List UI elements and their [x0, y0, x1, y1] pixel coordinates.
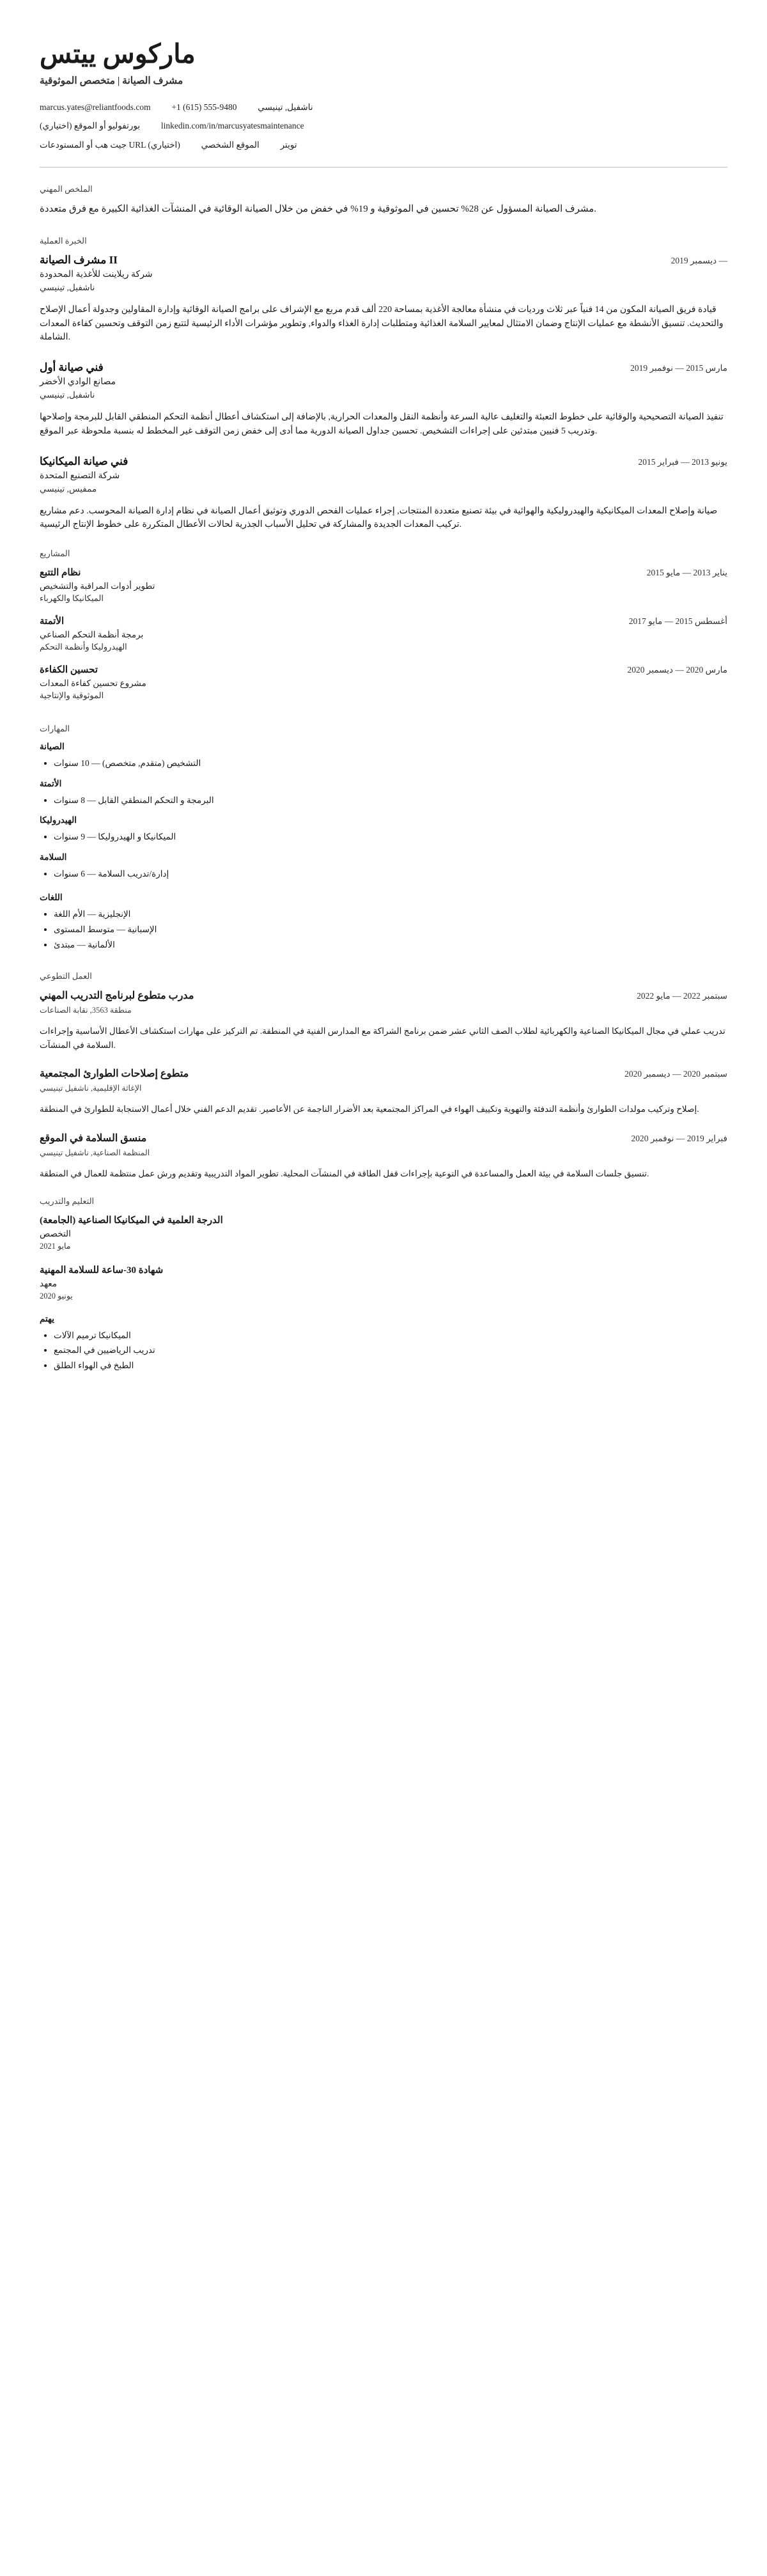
- experience-location: ممفيس, تينيسي: [40, 483, 97, 494]
- skill-group: [40, 779, 727, 808]
- volunteering-entry: [40, 989, 727, 1015]
- website-link[interactable]: الموقع الشخصي: [201, 139, 260, 150]
- interest-item: • الميكانيكا ترميم الآلات: [54, 1328, 727, 1343]
- skill-group-title: السلامة: [40, 852, 67, 862]
- experience-entry: [40, 254, 727, 293]
- skill-group-title: الأتمتة: [40, 778, 62, 788]
- project-line-2: الميكانيكا والكهرباء: [40, 593, 104, 603]
- skill-group-title: الصيانة: [40, 741, 65, 751]
- experience-description: قيادة فريق الصيانة المكون من 14 فنياً عبر ثلاث ورديات في منشأة معالجة الأغذية بمساحة 220 ألف قدم مربع مع الإشراف على برامج الصيانة الوقائية وإدارة المقاولين وجدولة أعمال الإصلاح والتحديث. تنسيق الأنشطة مع عمليات الإنتاج وضمان الامتثال لمعايير السلامة الغذائية ومتطلبات إدارة الغذاء والدواء, وتطوير مؤشرات الأداء الرئيسية لتتبع زمن التوقف وتحسين كفاءة المعدات الشاملة.: [40, 305, 724, 343]
- experience-title: مشرف الصيانة II: [40, 254, 118, 267]
- experience-entry: [40, 455, 727, 494]
- volunteering-meta: المنظمة الصناعية, ناشفيل تينيسي: [40, 1148, 150, 1158]
- experience-section: [40, 236, 727, 532]
- twitter-link[interactable]: تويتر: [280, 139, 297, 150]
- volunteering-section: [40, 971, 727, 1180]
- summary-text: مشرف الصيانة المسؤول عن 28% تحسين في الموثوقية و 19% في خفض من خلال الصيانة الوقائية في المنشآت الغذائية الكبيرة مع فرق متعددة.: [40, 203, 597, 214]
- education-section: [40, 1196, 727, 1373]
- volunteering-description: تنسيق جلسات السلامة في بيئة العمل والمساعدة في التوعية بإجراءات قفل الطاقة في المنشآت المحلية. تطوير المواد التدريبية وتقديم ورش عمل منتظمة للعمال في المنطقة.: [40, 1169, 649, 1179]
- project-title: نظام التتبع: [40, 567, 81, 578]
- language-item: • الإسبانية — متوسط المستوى: [54, 922, 727, 937]
- skills-section: [40, 724, 727, 952]
- project-title: تحسين الكفاءة: [40, 664, 98, 675]
- language-item: • الإنجليزية — الأم اللغة: [54, 907, 727, 922]
- volunteering-description: إصلاح وتركيب مولدات الطوارئ وأنظمة التدفئة والتهوية وتكييف الهواء في المراكز المجتمعية بعد الأضرار الناجمة عن الأعاصير. تقديم الدعم الفني خلال أعمال الاستجابة للطوارئ في المنطقة.: [40, 1104, 699, 1114]
- volunteering-dates: فبراير 2019 — نوفمبر 2020: [631, 1134, 727, 1144]
- candidate-name: ماركوس ييتس: [40, 39, 196, 68]
- linkedin-link[interactable]: linkedin.com/in/marcusyatesmaintenance: [160, 121, 304, 131]
- experience-description: تنفيذ الصيانة التصحيحية والوقائية على خطوط التعبئة والتغليف عالية السرعة وأنظمة النقل والمعدات الحرارية, بالإضافة إلى استكشاف أعطال أنظمة التحكم المنطقي القابل للبرمجة وإصلاحها وتدريب 5 فنيين مبتدئين على إجراءات التشخيص. تحسين جداول الصيانة الدورية مما أدى إلى خفض زمن التوقف غير المخطط له بنسبة ملحوظة عبر الموقع.: [40, 412, 724, 436]
- project-dates: يناير 2013 — مايو 2015: [646, 567, 727, 577]
- education-date: مايو 2021: [40, 1241, 71, 1251]
- volunteering-dates: سبتمبر 2022 — مايو 2022: [637, 991, 727, 1001]
- location-text: ناشفيل, تينيسي: [258, 102, 313, 113]
- skill-list: [40, 866, 727, 882]
- skill-group: [40, 815, 727, 845]
- volunteering-title: متطوع إصلاحات الطوارئ المجتمعية: [40, 1068, 189, 1080]
- summary-section: [40, 184, 727, 217]
- skill-list: [40, 829, 727, 845]
- skill-item: • التشخيص (متقدم, متخصص) — 10 سنوات: [54, 756, 727, 771]
- education-entry: [40, 1264, 727, 1301]
- project-line-2: الهيدروليكا وأنظمة التحكم: [40, 641, 127, 652]
- portfolio-link[interactable]: بورتفوليو أو الموقع (اختياري): [40, 121, 141, 131]
- resume-header: [40, 40, 727, 152]
- header-divider: [40, 167, 727, 168]
- education-degree: شهادة 30-ساعة للسلامة المهنية: [40, 1265, 164, 1276]
- interest-item: • الطبخ في الهواء الطلق: [54, 1358, 727, 1373]
- volunteering-meta: منطقة 3563, نقابة الصناعات: [40, 1006, 132, 1015]
- experience-entry: [40, 361, 727, 400]
- skill-list: [40, 793, 727, 808]
- project-dates: مارس 2020 — ديسمبر 2020: [627, 664, 727, 675]
- volunteering-entry: [40, 1132, 727, 1158]
- skill-item: • إدارة/تدريب السلامة — 6 سنوات: [54, 866, 727, 882]
- skill-group: [40, 852, 727, 882]
- github-link[interactable]: جيت هب أو المستودعات URL (اختياري): [40, 139, 180, 150]
- projects-section: [40, 549, 727, 701]
- education-degree: الدرجة العلمية في الميكانيكا الصناعية (الجامعة): [40, 1215, 223, 1226]
- education-date: يونيو 2020: [40, 1291, 73, 1300]
- projects-section-title: المشاريع: [40, 548, 70, 558]
- project-entry: [40, 615, 727, 652]
- summary-section-title: الملخص المهني: [40, 183, 93, 194]
- spacer: [40, 712, 727, 724]
- interest-item: • تدريب الرياضيين في المجتمع: [54, 1343, 727, 1358]
- project-title: الأتمتة: [40, 616, 65, 627]
- volunteering-section-title: العمل التطوعي: [40, 971, 92, 981]
- project-entry: [40, 664, 727, 701]
- skill-list: [40, 756, 727, 771]
- contact-row-1: [40, 101, 727, 114]
- languages-list: [40, 907, 727, 952]
- skills-section-title: المهارات: [40, 723, 70, 733]
- email-link[interactable]: marcus.yates@reliantfoods.com: [40, 102, 151, 113]
- spacer: [40, 960, 727, 971]
- skill-item: • الميكانيكا و الهيدروليكا — 9 سنوات: [54, 829, 727, 845]
- experience-section-title: الخبرة العملية: [40, 236, 87, 246]
- project-line-2: الموثوقية والإنتاجية: [40, 690, 104, 700]
- volunteering-meta: الإغاثة الإقليمية, ناشفيل تينيسي: [40, 1084, 142, 1093]
- experience-title: فني صيانة الميكانيكا: [40, 455, 128, 467]
- education-institution: التخصص: [40, 1228, 71, 1238]
- project-line-1: مشروع تحسين كفاءة المعدات: [40, 678, 146, 688]
- volunteering-title: مدرب متطوع لبرنامج التدريب المهني: [40, 990, 194, 1002]
- volunteering-entry: [40, 1067, 727, 1093]
- contact-row-2: [40, 120, 727, 132]
- skill-item: • البرمجة و التحكم المنطقي القابل — 8 سنوات: [54, 793, 727, 808]
- skill-group-title: الهيدروليكا: [40, 815, 77, 825]
- languages-group: [40, 893, 727, 952]
- experience-location: ناشفيل, تينيسي: [40, 390, 95, 400]
- skill-group: [40, 742, 727, 771]
- phone-text: +1 (615) 555-9480: [171, 102, 237, 113]
- interests-list: [40, 1328, 727, 1373]
- project-line-1: برمجة أنظمة التحكم الصناعي: [40, 629, 144, 639]
- experience-description: صيانة وإصلاح المعدات الميكانيكية والهيدروليكية والهوائية في بيئة تصنيع متعددة المنتجات, إجراء عمليات الفحص الدوري وتوثيق أعمال الصيانة في نظام إدارة الصيانة المحوسب. دعم مشاريع تركيب المعدات الجديدة والمشاركة في تحليل الأسباب الجذرية لحالات الأعطال المتكررة على خطوط الإنتاج الرئيسية.: [40, 506, 718, 530]
- project-dates: أغسطس 2015 — مايو 2017: [628, 616, 727, 626]
- experience-location: ناشفيل, تينيسي: [40, 283, 95, 293]
- experience-dates: يونيو 2013 — فبراير 2015: [638, 457, 727, 467]
- project-entry: [40, 566, 727, 604]
- experience-dates: مارس 2015 — نوفمبر 2019: [630, 363, 727, 373]
- education-section-title: التعليم والتدريب: [40, 1196, 95, 1206]
- language-item: • الألمانية — مبتدئ: [54, 937, 727, 953]
- contact-row-3: [40, 139, 727, 152]
- interests-title: يهتم: [40, 1313, 55, 1323]
- languages-title: اللغات: [40, 893, 63, 903]
- interests-group: [40, 1314, 727, 1373]
- experience-company: شركة ريلاينت للأغذية المحدودة: [40, 270, 153, 280]
- experience-company: مصانع الوادي الأخضر: [40, 377, 116, 387]
- volunteering-description: تدريب عملي في مجال الميكانيكا الصناعية والكهربائية لطلاب الصف الثاني عشر ضمن برنامج الشراكة مع المدارس الفنية في المنطقة. تم التركيز على مهارات استكشاف الأعطال الأساسية وإجراءات السلامة في المنشآت.: [40, 1026, 725, 1050]
- volunteering-title: منسق السلامة في الموقع: [40, 1133, 147, 1144]
- education-entry: [40, 1214, 727, 1251]
- experience-title: فني صيانة أول: [40, 361, 104, 374]
- project-line-1: تطوير أدوات المراقبة والتشخيص: [40, 581, 155, 591]
- candidate-headline: مشرف الصيانة | متخصص الموثوقية: [40, 75, 183, 87]
- education-institution: معهد: [40, 1278, 58, 1288]
- volunteering-dates: سبتمبر 2020 — ديسمبر 2020: [624, 1069, 727, 1079]
- experience-dates: ديسمبر 2019 —: [670, 256, 727, 266]
- experience-company: شركة التصنيع المتحدة: [40, 471, 120, 481]
